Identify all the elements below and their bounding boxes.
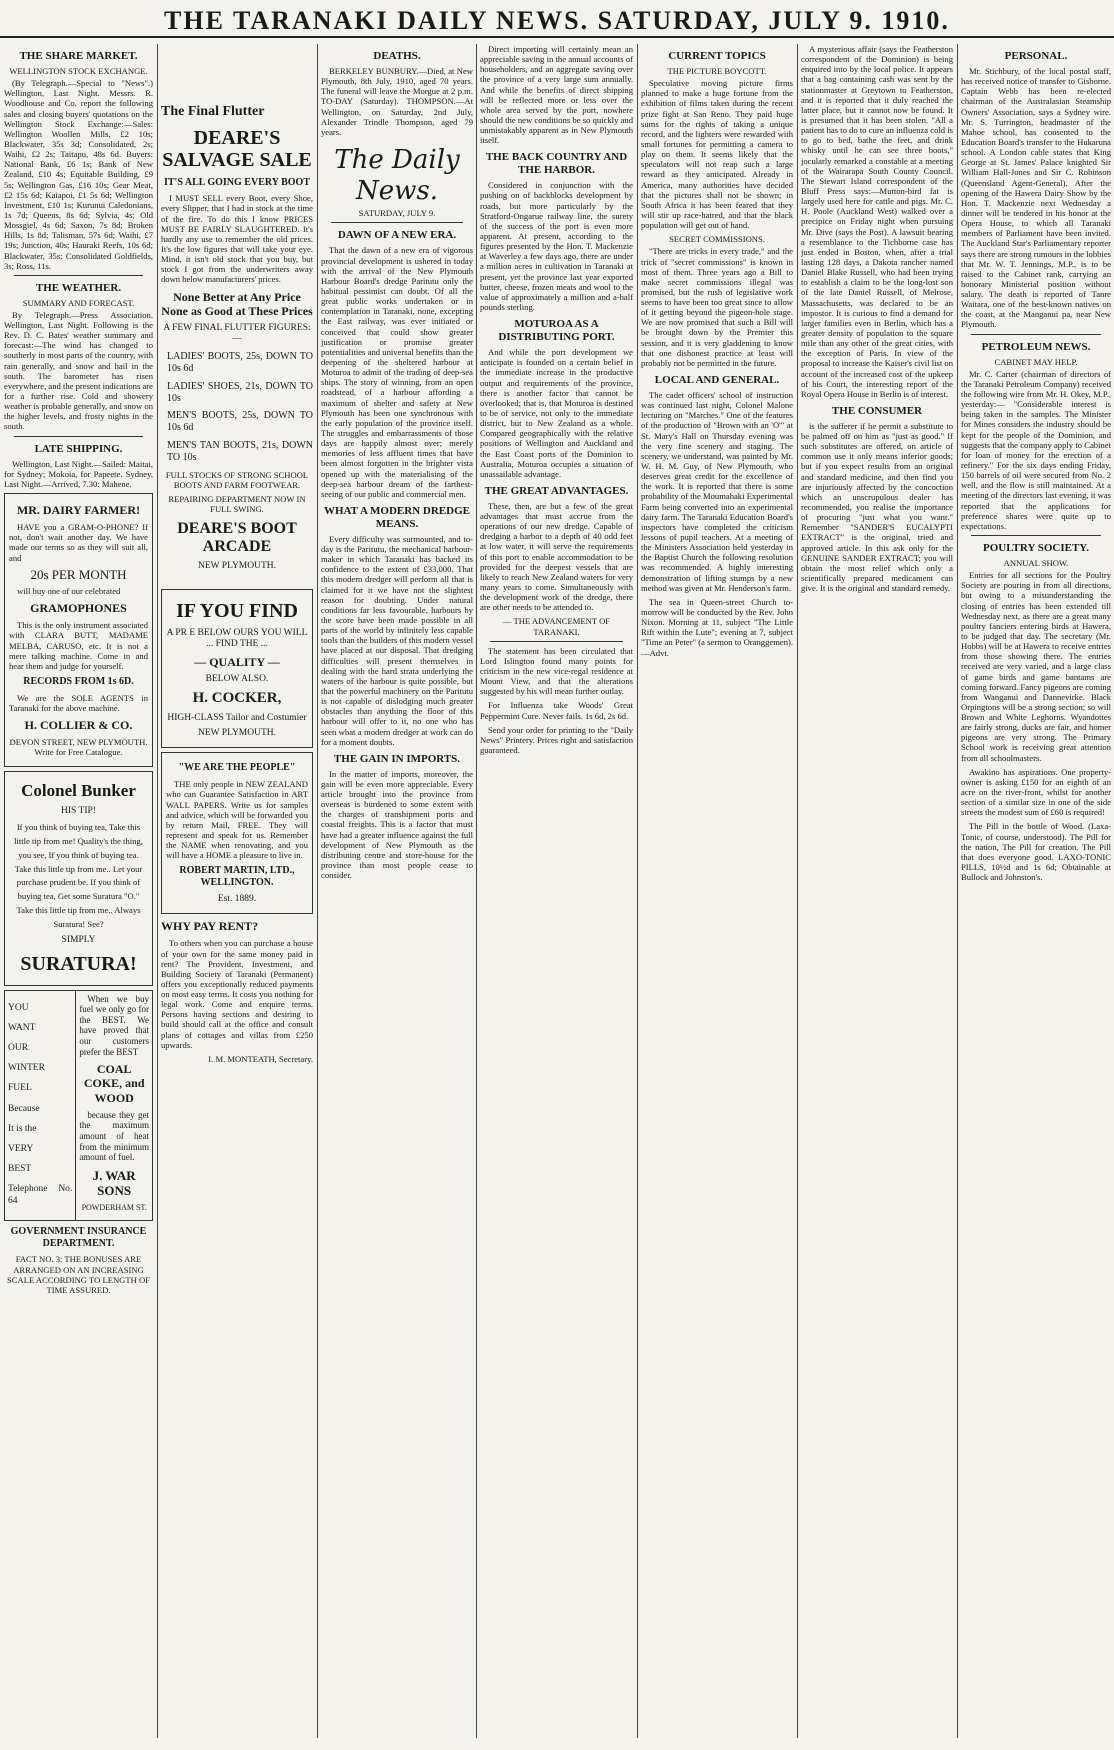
column-rule: [317, 44, 318, 1738]
colonel-bunker-heading: Colonel Bunker: [21, 780, 136, 800]
influenza-notice: For Influenza take Woods' Great Peppermint Cure. Never fails. 1s 6d, 2s 6d.: [480, 700, 633, 721]
poultry-heading: POULTRY SOCIETY.: [983, 541, 1089, 554]
government-insurance-fact: FACT NO. 3: THE BONUSES ARE ARRANGED ON AN INCREASING SCALE ACCORDING TO LENGTH OF TIME ASSURED.: [7, 1254, 150, 1295]
advancement-label: — THE ADVANCEMENT OF TARANAKI.: [502, 616, 611, 637]
martin-name: ROBERT MARTIN, LTD., WELLINGTON.: [179, 865, 295, 889]
column-7: [961, 44, 1111, 1740]
fuel-word: OUR: [8, 1043, 29, 1054]
all-going-label: IT'S ALL GOING EVERY BOOT: [164, 176, 310, 188]
column-rule: [157, 44, 158, 1738]
suratura-heading: SURATURA!: [20, 952, 137, 975]
dredge-body: Every difficulty was surmounted, and to-day is the Paritutu, the mechanical harbour-maker in which Taranaki has backed its confidence to the extent of £33,000. That this modern dredger will perform all that is claimed for it we have not the slightest reason for doubting. Under natural conditions far less favourable, harbours by the score have been made possible in all parts of the world by infinitely less capable tools than the builders of this modern vessel have placed at our disposal. That dredging difficulties will present themselves in dealing with the hard strata underlying the waters of the harbour is quite possible, but that the powerful machinery on the Paritutu is not capable of dislodging much greater obstacles than anything the floor of this harbour will offer to it, no one who has seen what a modern dredger at work can do for a moment doubts.: [321, 533, 473, 747]
bunker-verse: If you think of buying tea, Take this little tip from me! Quality's the thing, you see, If you think of buying tea. Take this little tip from me.. Let your purchase prudent be. If you think of buying tea, Get some Suratura "O." Take this little tip from me.. Always Suratura! See?: [14, 822, 143, 929]
printery-notice: Send your order for printing to the "Daily News" Printery. Prices right and satisfaction guaranteed.: [480, 724, 633, 755]
dredge-heading: WHAT A MODERN DREDGE MEANS.: [324, 504, 470, 530]
personal-body: Mr. Stichbury, of the local postal staff, has received notice of transfer to Gisborne. Captain Webb has been re-elected chairman of the Australasian Steamship Owners' Association, says a Sydney wire. Mr. S. Turrington, headmaster of the Mahoe school, has consented to the Education Board's transfer to the Hukaruna school. A London cable states that King George at St. James' Palace knighted Sir William Hall-Jones and Sir C. Robinson (Queensland Agent-General). After the opening of the Hawera Dairy Show by the Hon. T. Mackenzie next Wednesday a dinner will be tendered in his honor at the Opera House, to which all Taranaki members of Parliament have been invited. The Auckland Star's Parliamentary reporter says there are strong rumours in the lobbies that Mr. W. T. Jennings, M.P., is to be raised to the Cabinet rank, carrying an honorary Ministerial position without salary. The death is reported of Tanre Waitara, one of the best-known natives on the coast, at the Manganui pa, near New Plymouth.: [961, 65, 1111, 330]
weather-body: By Telegraph.—Press Association. Wellington, Last Night. Following is the Rev. D. C. Bates' weather summary and forecast:—The wind has changed to southerly in most parts of the country, with rain generally, and snow and hail in the south. The barometer has risen everywhere, and the present indications are for a further rise. Cold and showery weather is probable generally, and snow on the higher levels, and frosty nights in the south.: [4, 309, 153, 432]
personal-heading: PERSONAL.: [1004, 50, 1068, 62]
masthead-title: THE TARANAKI DAILY NEWS. SATURDAY, JULY 9. 1910.: [164, 6, 950, 35]
if-you-find-heading: IF YOU FIND: [176, 599, 298, 622]
price-line: MEN'S TAN BOOTS, 21s, DOWN TO 10s: [167, 440, 313, 463]
moturoa-heading: MOTUROA AS A DISTRIBUTING PORT.: [498, 318, 615, 344]
share-market-heading: THE SHARE MARKET.: [19, 50, 138, 62]
fuel-word: WANT: [8, 1022, 36, 1033]
divider: [14, 436, 143, 437]
fuel-products: COAL COKE, and WOOD: [83, 1062, 145, 1105]
deaths-body: BERKELEY BUNBURY.—Died, at New Plymouth, 8th July, 1910, aged 70 years. The funeral will leave the Morgue at 2 p.m. TO-DAY (Saturday). THOMPSON.—At Wellington, on Saturday, 2nd July, Alexander Trindle Thompson, aged 79 years.: [321, 65, 473, 137]
final-flutter-heading: The Final Flutter: [161, 104, 265, 119]
weather-sub: SUMMARY AND FORECAST.: [22, 297, 135, 308]
suratura-ad: [4, 771, 153, 986]
fuel-word: It is the: [8, 1123, 37, 1134]
back-country-heading: THE BACK COUNTRY AND THE HARBOR.: [485, 151, 628, 177]
queen-street-notice: The sea in Queen-street Church to-morrow will be conducted by the Rev. John Nixon. Morning at 11, subject "The Little Rift within the Lute"; evening at 7, subject "Time an Peter" (a sermon to Oranggemen).—Advt.: [641, 596, 793, 658]
daily-news-title: The Daily News.: [334, 144, 460, 206]
none-better-label: None Better at Any Price None as Good at These Prices: [161, 289, 313, 318]
divider: [14, 275, 143, 276]
fuel-telephone: Telephone No. 64: [8, 1184, 73, 1206]
wallpaper-body: THE only people in NEW ZEALAND who can Guarantee Satisfaction in ART WALL PAPERS. Write us for samples and advice, which will be forwarded you by return Mail, FREE. They will represent and speak for us. Remember the NAME when renovating, and you will have a HOME a pleasure to live in.: [166, 779, 308, 861]
secret-commissions-heading: SECRET COMMISSIONS.: [669, 234, 765, 245]
cocker-location: NEW PLYMOUTH.: [197, 728, 277, 739]
repair-label: REPAIRING DEPARTMENT NOW IN FULL SWING.: [168, 493, 306, 515]
column-rule: [637, 44, 638, 1738]
few-figures-label: A FEW FINAL FLUTTER FIGURES:—: [163, 322, 311, 345]
cabinet-sub: CABINET MAY HELP.: [994, 356, 1078, 367]
picture-boycott-body: Speculative moving picture firms planned to make a huge fortune from the exhibition of films taken during the recent prize fight at San Reno. They paid huge sums for the rights of taking a unique record, and the lighters were rewarded with small fortunes for permitting a camera to play on them. It seems likely that the speculators will not reap such a large reward as they anticipated. Already in America, many authorities have decided that the pictures shall not be shown; in South Africa it has been feared that they will stir up race-hatred, and that the black population will get out of hand.: [641, 78, 793, 231]
masthead: [0, 0, 1114, 38]
price-line: LADIES' BOOTS, 25s, DOWN TO 10s 6d: [167, 351, 313, 375]
petroleum-heading: PETROLEUM NEWS.: [981, 340, 1091, 353]
great-advantages-heading: THE GREAT ADVANTAGES.: [484, 484, 629, 497]
direct-import-body: Direct importing will certainly mean an appreciable saving in the annual accounts of householders, and an aggregate saving over the province of a very large sum annually. And while the benefits of direct shipping will be reflected more or less over the whole area served by the port, nowhere should the new conditions be so quickly and unmistakably apparent as in New Plymouth itself.: [480, 44, 633, 146]
gramophones-heading: GRAMOPHONES: [30, 601, 127, 616]
price-line: MEN'S BOOTS, 25s, DOWN TO 10s 6d: [167, 410, 313, 434]
weather-heading: THE WEATHER.: [35, 281, 122, 294]
records-body: We are the SOLE AGENTS in Taranaki for the above machine.: [9, 692, 148, 713]
petroleum-body: Mr. C. Carter (chairman of directors of the Taranaki Petroleum Company) received the following wire from Mr. H. Okey, M.P., yesterday:— "Considerable interest is being taken in the samples. The Minister for Mines considers the industry should be kept for the people of the Dominion, and suggests that the company apply to Cabinet for loan of money for the erection of a refinery." For the six days ending Friday, 150 barrels of oil were secured from No. 2 well, and the flow is still maintained. At a meeting of the directors last evening, it was reported that the applications for preference shares were quite up to expectations.: [961, 368, 1111, 531]
divider: [331, 222, 463, 223]
salvage-body: I MUST SELL every Boot, every Shoe, every Slipper, that I had in stock at the time of the fire. To do this I know PRICES MUST BE FAIRLY SLAUGHTERED. It's hardly any use to remember the old prices. It's the low figures that will take your eye. Mind, it isn't old stock that you buy, but stock I got from the underwriters away down below manufacturers' prices.: [161, 193, 313, 285]
local-general-heading: LOCAL AND GENERAL.: [654, 374, 780, 387]
fuel-right-column: [76, 991, 152, 1220]
column-3: [321, 44, 473, 1740]
dawn-heading: DAWN OF A NEW ERA.: [337, 229, 457, 242]
cocker-name: H. COCKER,: [192, 690, 282, 707]
fuel-word: WINTER: [8, 1063, 45, 1074]
consumer-body: is the sufferer if he permit a substitute to be palmed off on him as "just as good." If such substitutes are offered, on article of common use it only means inferior goods; but if you expect results from an original and standard medicine, and then find you are injuriously affected by the concoction which an unscrupulous dealer has recommended, you realise the importance of procuring "just what you want." Remember "SANDER'S EUCALYPTI EXTRACT" is the original, tried and approved article. In this ask only for the GENUINE SANDER EXTRACT; you will obtain the most relief which only a scientifically prepared medicament can give. It is the original and standard remedy.: [801, 420, 953, 594]
great-advantages-body: These, then, are but a few of the great advantages that must accrue from the operations of our new dredge. Capable of dredging a harbor to a depth of 40 odd feet at low water, it will serve the requirements of this port to enable accommodation to be provided for the deepest vessels that are likely to reach New Zealand waters for very many years to come. Simultaneously with the development work of the dredge, there are other needs to be attended to.: [480, 500, 633, 613]
why-pay-rent-heading: WHY PAY RENT?: [161, 919, 259, 934]
cocker-ad: [161, 589, 313, 749]
secret-commissions-body: "There are tricks in every trade," and the trick of "secret commissions" is known in most of them. Three years ago a Bill to make secret commissions illegal was promised, but the rush of legislative work seems to have been too great since to allow of it getting beyond the pigeon-hole stage. We are now promised that such a Bill will be brought down by the Premier this session, and it is very gladdening to know that one dishonest practice at least will probably not be permitted in the future.: [641, 246, 793, 368]
dairy-price: 20s PER MONTH: [30, 566, 127, 582]
full-stocks-label: FULL STOCKS OF STRONG SCHOOL BOOTS AND FARM FOOTWEAR.: [165, 469, 309, 490]
fuel-left-column: [5, 991, 76, 1220]
poultry-body: Entries for all sections for the Poultry Society are pouring in from all directions, but owing to a misunderstanding the closing of entries has been extended till Wednesday next, as there are a great many poultry fanciers entering birds at Hawera, to be judged that day. The secretary (Mr. Hobbs) will be at Hawera to receive entries from those showing there. The entries received are very varied, and a large class of game birds and game bantams are coming forward. Fancy pigeons are coming from Wanganui and Dannevirke. Black Orpingtons will be a strong section; so will Brown and White Leghorns. Wyandottes are fairly strong, ducks are fair, and homer pigeons are very strong. The Primary School work is receiving great attention from all schoolmasters.: [961, 570, 1111, 763]
consumer-heading: THE CONSUMER: [831, 404, 923, 417]
we-are-people-heading: "WE ARE THE PEOPLE": [178, 762, 296, 774]
bunker-tip: HIS TIP!: [61, 806, 96, 817]
divider: [971, 535, 1101, 536]
fuel-ad: [4, 990, 153, 1221]
boot-arcade-heading: DEARE'S BOOT ARCADE: [177, 520, 297, 555]
government-insurance-heading: GOVERNMENT INSURANCE DEPARTMENT.: [10, 1225, 147, 1249]
boot-arcade-location: NEW PLYMOUTH.: [197, 561, 277, 572]
laxo-tonic-ad: The Pill in the bottle of Wood. (Laxa-Tonic, of course, understood). The Pill for the nation, The Pill for creation. The Pill that does everyone good. LAXO-TONIC PILLS, 10½d and 1s 6d; Obtainable at Bullock and Johnston's.: [961, 821, 1111, 883]
shipping-body: Wellington, Last Night.—Sailed: Maitai, for Sydney; Mokoia, for Papeete. Sydney, Last Night.—Arrived, 7.30: Mahene.: [4, 458, 153, 489]
gramophones-body: This is the only instrument associated with CLARA BUTT, MADAME MELBA, CARUSO, etc. It is not a mere talking machine. Come in and hear them and judge for yourself.: [9, 620, 148, 671]
column-2: [161, 44, 313, 1740]
cocker-trade: HIGH-CLASS Tailor and Costumier: [167, 713, 307, 724]
war-sons-address: POWDERHAM ST.: [81, 1203, 147, 1213]
fuel-right-text: When we buy fuel we only go for the BEST. We have proved that our customers prefer the BEST: [79, 993, 149, 1057]
column-6: [801, 44, 953, 1740]
divider: [490, 641, 623, 642]
price-line: LADIES' SHOES, 21s, DOWN TO 10s: [167, 380, 313, 404]
fuel-word: BEST: [8, 1164, 32, 1175]
awakino-body: Awakino has aspirations. One property-owner is asking £150 for an eighth of an acre on the river-front, whilst for another section of a similar size in one of the side streets the modest sum of £60 is required!: [961, 766, 1111, 818]
dawn-body: That the dawn of a new era of vigorous provincial development is ushered in today with the arrival of the New Plymouth Harbour Board's dredge Paritutu only the habitual pessimist can doubt. Of all the great public works undertaken or in contemplation in Taranaki, none, excepting the East railway, was ever initiated or conceived that could show greater justification or promise greater potentialities and universal benefits than the deepening of the sheltered harbour at Moturoa to admit of the trading of deep-sea ships. The story of winning, from an open roadstead, of a harbour affording a maximum of shelter and safety at New Plymouth has been one synchronous with the early population of the province itself. The struggles and embarrassments of those days are happily almost over; merely memories of less affluent times that have been almost forgotten in the brighter vista opened up with the materialising of the deep-sea harbour dream of the farthest-seeing of our public and commercial men.: [321, 245, 473, 499]
deaths-heading: DEATHS.: [373, 50, 421, 62]
collier-name: H. COLLIER & CO.: [24, 718, 133, 733]
share-market-sub: WELLINGTON STOCK EXCHANGE.: [9, 65, 148, 76]
fuel-word: VERY: [8, 1144, 34, 1155]
fuel-word: FUEL: [8, 1083, 32, 1094]
dairy-body-2: will buy one of our celebrated: [17, 586, 121, 597]
wallpaper-ad: [161, 752, 313, 914]
share-market-body: (By Telegraph.—Special to "News".) Wellington, Last Night. Messrs. R. Woodhouse and Co. report the following sales and closing buyers' quotations on the Wellington Stock Exchange:—Sales: Wellington Woollen Mills, £2 10s; Blackwater, 35s 3d; Consolidated, 2s; Waihi, £2 2s; Taitapu, 48s 6d. Buyers: National Bank, £6 1s; Bank of New Zealand, £10 4s; Equitable Building, £9 5s; Wellington Gas, £16 10s; Gear Meat, £2 15s 6d; Kaiapoi, £1 5s 6d; Wellington Investment, £10 1s; Kurunui Caledonians, 1s 7d; Queens, 8s 6d; Sylvia, 4s; Old Mossgiel, 4s 6d; Saxon, 7s 8d; Broken Hills, 1s 8d; Talisman, 57s 6d; Waihi, £7 19s; Junction, 40s; Hauraki Reefs, 10s 6d; Blackwater, 35s; Consolidated Goldfields, 3s; Ross, 11s.: [4, 78, 153, 271]
fuel-word: YOU: [8, 1002, 29, 1013]
records-price: RECORDS FROM 1s 6D.: [23, 676, 134, 688]
picture-boycott-heading: THE PICTURE BOYCOTT.: [667, 65, 767, 76]
below-also-label: BELOW ALSO.: [205, 674, 269, 685]
shipping-heading: LATE SHIPPING.: [34, 442, 123, 455]
current-topics-heading: CURRENT TOPICS: [668, 50, 766, 62]
simply-label: SIMPLY: [61, 935, 96, 946]
column-4: [480, 44, 633, 1740]
daily-news-date: SATURDAY, JULY 9.: [358, 208, 436, 219]
fuel-right-text-2: because they get the maximum amount of heat from the minimum amount of fuel.: [79, 1109, 149, 1163]
divider: [971, 334, 1101, 335]
general-news-body: A mysterious affair (says the Featherston correspondent of the Dominion) is being enquired into by the local police. It appears that a bag containing cash was sent by the stationmaster at Greytown to Featherston, and it is reported that it duly reached the latter place, but it cannot now be found. It is presumed that it has been stolen. "All a patient has to do to cure an influenza cold is to go to bed, bathe the feet, and drink whisky until he can see three boots," jocularly remarked a constable at a meeting of the Wairarapa South County Council. The Stewart Island correspondent of the Bluff Press says:—Mutton-bird fat is largely used here for cattle and pigs. Mr. C. H. Poole (Auckland West) walked over a precipice on Friday night when pursuing Mr. Dive (says the Post). A lawsuit bearing a resemblance to the Tichborne case has just ended in Boston, when, after a trial lasting 128 days, a Dakota rancher named Daniel Blake Russell, who had been trying to establish a claim to be the long-lost son of the late Daniel Russell, of Melrose, Massachusetts, was declared to be an impostor. It is curious to find a demand for larger families even in Berlin, which has a greater density of population to the square mile than any other of the great cities, with the exception of Paris. In view of the proposal to increase the Kaiser's civil list on account of the increased cost of the upkeep of his Court, the interesting report of the Royal Opera House in Berlin is of interest.: [801, 44, 953, 399]
quality-label: — QUALITY —: [194, 655, 280, 670]
gain-imports-body: In the matter of imports, moreover, the gain will be even more appreciable. Every article brought into the province from overseas is burdened to some extent with the charges of transhipment ports and coastal freights. This is a factor that must have had a greater influence against the full development of New Plymouth as the distributing centre and store-house for the province than most people cease to consider.: [321, 768, 473, 881]
fuel-word: Because: [8, 1103, 40, 1114]
column-rule: [957, 44, 958, 1738]
martin-established: Est. 1889.: [217, 894, 257, 904]
moturoa-body: And while the port development we anticipate is founded on a certain belief in the immediate increase in the productive output and requirements of the province, there is another factor that cannot be overlooked; that is, that Moturoa is destined to be of service, not only to the immediate district, but to New Zealand as a whole. Compared geographically with the relative positions of Wellington and Auckland and the East Coast ports of the Dominion to Australia, Moturoa occupies a situation of unassailable advantage.: [480, 347, 633, 479]
gain-imports-heading: THE GAIN IN IMPORTS.: [333, 752, 461, 765]
column-rule: [476, 44, 477, 1738]
annual-show-sub: ANNUAL SHOW.: [1003, 557, 1069, 568]
back-country-body: Considered in conjunction with the pushing on of backblocks development by roads, but more particularly by the Stratford-Ongarue railway line, the surety of the success of the port is even more apparent. At present, according to the figures presented by the Hon. T. Mackenzie at Waverley a few days ago, there are under a million acres in cultivation in Taranaki at present, yet the province last year exported butter, cheese, frozen meats and wool to the value of approximately a million and a-half pounds sterling.: [480, 180, 633, 313]
collier-address: DEVON STREET, NEW PLYMOUTH. Write for Free Catalogue.: [9, 737, 148, 758]
why-pay-rent-body: To others when you can purchase a house of your own for the same money paid in rent? The Provident, Investment, and Building Society of Taranaki (Permanent) offers you exceptionally reduced payments on most easy terms. It costs you nothing for legal work. Come and enquire terms. Persons having sections and desiring to build should call at the office and consult plans of cottages and villas from £250 upwards.: [161, 938, 313, 1050]
column-5: [641, 44, 793, 1740]
dairy-farmer-body: HAVE you a GRAM-O-PHONE? If not, don't wait another day. We have made our terms so as they will suit all, and: [9, 522, 148, 563]
monteath-signature: I. M. MONTEATH, Secretary.: [208, 1053, 313, 1064]
local-general-body: The cadet officers' school of instruction was continued last night, Colonel Malone lecturing on "Marches." One of the features of the production of "Brown with an 'O'" at St. Mary's Hall on Thursday evening was the very fine scenery and staging. The scenery, we understand, was painted by Mr. W. H. M. Guy, of New Plymouth, who deserves great credit for the excellence of the work. It is reported that there is some probability of the Moumahaki Experimental Farm being converted into an experimental dairy farm. The Taranaki Education Board's inspectors have completed the criticism lessons of pupil teachers. At a meeting of the Ministers Association held yesterday in the Baptist Church the following resolution was recommended. A highly interesting demonstration of lifting stumps by a new method was given at Mr. Henderson's farm.: [641, 390, 793, 593]
statement-body: The statement has been circulated that Lord Islington found many points for criticism in the new vice-regal residence at Mount View, and that the alterations suggested by his will mean further outlay.: [480, 645, 633, 697]
deare-salvage-heading: DEARE'S SALVAGE SALE: [162, 126, 312, 171]
column-rule: [797, 44, 798, 1738]
gramophone-ad: [4, 493, 153, 767]
column-1: [4, 44, 153, 1740]
war-sons-name: J. WAR SONS: [92, 1167, 136, 1199]
dairy-farmer-heading: MR. DAIRY FARMER!: [16, 502, 141, 517]
find-body: A PR E BELOW OURS YOU WILL ... FIND THE ...: [166, 627, 308, 649]
